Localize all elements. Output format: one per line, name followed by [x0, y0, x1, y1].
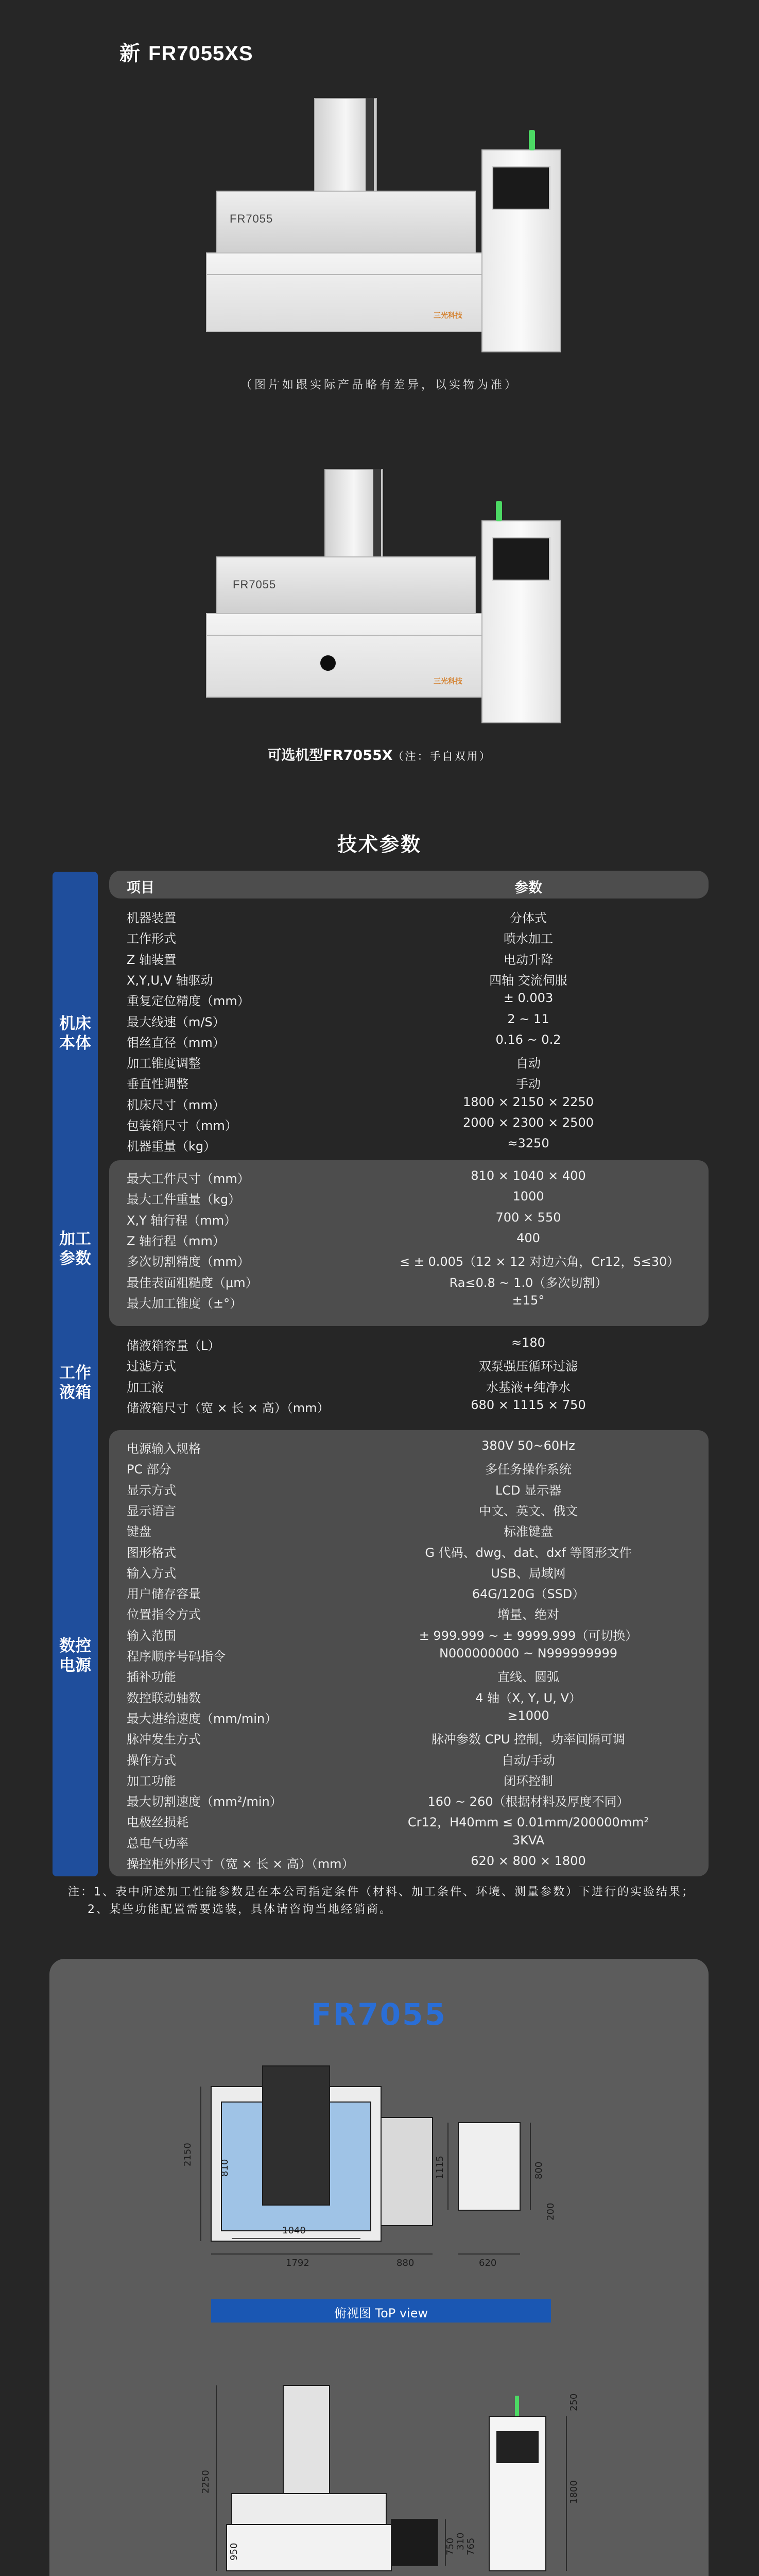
dim-top-inner: 810: [219, 2159, 230, 2177]
spec-row-key: 用户储存容量: [127, 1587, 201, 1601]
spec-row-key: 输入方式: [127, 1566, 176, 1581]
spec-row-key: 加工功能: [127, 1774, 176, 1788]
spec-row: [127, 1189, 703, 1206]
spec-row-key: 操控柜外形尺寸（宽 × 长 × 高）（mm）: [127, 1857, 354, 1871]
note-line-1: 注：1、表中所述加工性能参数是在本公司指定条件（材料、加工条件、环境、测量参数）下进行的实验结果；: [68, 1886, 695, 1899]
spec-row-key: 最大线速（m/S）: [127, 1015, 225, 1029]
spec-row: [127, 928, 703, 945]
spec-row: [127, 1293, 703, 1310]
cabinet-indicator-icon: [496, 501, 502, 521]
z-axis-shadow: [373, 469, 381, 556]
spec-row-value: Cr12，H40mm ≤ 0.01mm/200000mm²: [407, 1815, 649, 1829]
spec-row-value: 680 × 1115 × 750: [471, 1398, 586, 1412]
spec-row-key: 键盘: [127, 1524, 151, 1539]
vendor-logo: 三光科技: [434, 677, 462, 686]
spec-row-value: 160 ~ 260（根据材料及厚度不同）: [427, 1794, 629, 1809]
dim-top-w1: 1792: [286, 2258, 309, 2268]
z-axis-shadow: [366, 98, 374, 191]
front-indicator-icon: [515, 2396, 519, 2416]
spec-row-value: 喷水加工: [504, 931, 553, 946]
category-processing: [53, 1229, 98, 1268]
spec-row-key: 最大工件重量（kg）: [127, 1192, 241, 1207]
spec-row-value: 多任务操作系统: [485, 1462, 572, 1477]
dim-front-cab-top: 250: [568, 2393, 579, 2411]
spec-row-value: 64G/120G（SSD）: [472, 1587, 585, 1601]
spec-row-key: 钼丝直径（mm）: [127, 1036, 225, 1050]
spec-row-value: 分体式: [510, 911, 547, 925]
machine-brand-label: FR7055: [230, 212, 273, 225]
spec-row-key: Z 轴行程（mm）: [127, 1234, 225, 1248]
spec-row: [127, 1667, 703, 1683]
spec-row: [127, 1032, 703, 1049]
spec-row-value: ≥1000: [507, 1708, 549, 1723]
optional-model-note: （注：手自双用）: [392, 750, 492, 762]
cabinet-screen-icon: [492, 537, 550, 581]
dimension-title: FR7055: [311, 1997, 447, 2032]
category-machine-body: [53, 1014, 98, 1053]
spec-row: [127, 1625, 703, 1642]
category-label-line: 机床: [59, 1014, 91, 1033]
spec-row-value: 水基液+纯净水: [486, 1380, 571, 1395]
spec-row: [127, 1012, 703, 1028]
spec-row: [127, 1356, 703, 1372]
spec-row-value: ≈3250: [507, 1136, 549, 1150]
spec-row: [127, 1115, 703, 1132]
spec-row-key: 多次切割精度（mm）: [127, 1255, 250, 1269]
spec-row: [127, 1480, 703, 1497]
spec-row: [127, 1791, 703, 1808]
top-view-drawing: [170, 2056, 597, 2282]
spec-row-value: 3KVA: [512, 1833, 545, 1848]
spec-row-value: 1800 × 2150 × 2250: [463, 1095, 594, 1109]
spec-row-value: 620 × 800 × 1800: [471, 1854, 586, 1868]
dim-top-cab: 800: [533, 2161, 544, 2179]
spec-row-value: ± 999.999 ~ ± 9999.999（可切换）: [419, 1629, 638, 1643]
spec-row-key: 插补功能: [127, 1670, 176, 1684]
spec-row-value: 380V 50~60Hz: [481, 1438, 575, 1453]
spec-row: [127, 1231, 703, 1247]
spec-row: [127, 1053, 703, 1070]
spec-row-value: 700 × 550: [495, 1210, 561, 1225]
spec-row-value: ± 0.003: [503, 991, 554, 1005]
spec-row-key: 显示语言: [127, 1504, 176, 1518]
top-fluid-tank: [381, 2117, 433, 2226]
hero-title: [119, 37, 253, 66]
spec-row-key: 电极丝损耗: [127, 1815, 188, 1829]
spec-row-value: 四轴 交流伺服: [489, 973, 567, 988]
category-label-line: 数控: [59, 1637, 91, 1655]
spec-row-value: 脉冲参数 CPU 控制，功率间隔可调: [431, 1732, 626, 1747]
spec-notes: [68, 1884, 695, 1919]
spec-row-value: 自动: [516, 1056, 541, 1071]
dim-front-tank-h: 750: [445, 2537, 456, 2555]
top-control-cabinet: [458, 2123, 520, 2210]
spec-row: [127, 1377, 703, 1394]
top-z-column: [263, 2066, 330, 2205]
category-label-line: 本体: [59, 1034, 91, 1053]
spec-row: [127, 991, 703, 1007]
spec-row-value: ≤ ± 0.005（12 × 12 对边六角，Cr12，S≤30）: [400, 1255, 680, 1269]
front-z-column: [283, 2385, 330, 2494]
spec-row: [127, 1501, 703, 1517]
spec-row-key: 最佳表面粗糙度（μm）: [127, 1276, 258, 1290]
spec-row-key: 机器装置: [127, 911, 176, 925]
front-fluid-tank: [391, 2519, 438, 2566]
machine-image-fr7055x: [196, 464, 566, 732]
dim-front-base: 950: [229, 2543, 239, 2561]
spec-row-key: 图形格式: [127, 1546, 176, 1560]
spec-row-key: X,Y 轴行程（mm）: [127, 1213, 237, 1228]
spec-row-key: PC 部分: [127, 1462, 171, 1477]
spec-row-value: 2000 × 2300 × 2500: [463, 1115, 594, 1130]
spec-row: [127, 1833, 703, 1850]
category-label-line: 电源: [59, 1656, 91, 1675]
spec-row: [127, 1771, 703, 1787]
spec-title: 技术参数: [337, 833, 422, 856]
dim-top-w2: 880: [396, 2258, 415, 2268]
spec-row-value: 4 轴（X, Y, U, V）: [475, 1691, 581, 1705]
spec-row: [127, 1459, 703, 1476]
category-label-line: 加工: [59, 1230, 91, 1248]
spec-row-key: 重复定位精度（mm）: [127, 994, 250, 1008]
cabinet-indicator-icon: [529, 130, 535, 150]
spec-row: [127, 970, 703, 987]
spec-row-value: 自动/手动: [501, 1753, 556, 1768]
spec-row: [127, 1812, 703, 1828]
spec-row-key: 机器重量（kg）: [127, 1139, 216, 1154]
spec-row: [127, 1750, 703, 1767]
category-label-line: 工作: [59, 1364, 91, 1382]
category-cnc-power: [53, 1636, 98, 1675]
vendor-logo: 三光科技: [434, 312, 462, 320]
spec-row-value: 2 ~ 11: [507, 1012, 549, 1026]
spec-row-value: N000000000 ~ N999999999: [439, 1646, 618, 1660]
header-param: 参数: [514, 880, 542, 896]
optional-model-title: 可选机型FR7055X: [267, 748, 393, 764]
spec-row-value: 增量、绝对: [497, 1607, 559, 1622]
spec-row-key: 最大加工锥度（±°）: [127, 1296, 243, 1311]
spec-row: [127, 1095, 703, 1111]
spec-row-value: LCD 显示器: [495, 1483, 562, 1498]
spec-row: [127, 1335, 703, 1352]
spec-row-key: 储液箱尺寸（宽 × 长 × 高）（mm）: [127, 1401, 330, 1415]
spec-row-value: G 代码、dwg、dat、dxf 等图形文件: [425, 1546, 632, 1560]
spec-row: [127, 1708, 703, 1725]
spec-row-key: 总电气功率: [127, 1836, 188, 1851]
hero-title-prefix: 新: [119, 42, 141, 65]
spec-row: [127, 1438, 703, 1455]
spec-row-key: 过滤方式: [127, 1359, 176, 1374]
base-stripe: [207, 635, 485, 636]
machine-image-fr7055xs: [196, 93, 566, 361]
note-line-2: 2、某些功能配置需要选装，具体请咨询当地经销商。: [88, 1903, 392, 1916]
dim-front-tank-h3: 765: [465, 2537, 476, 2555]
category-fluid-tank: [53, 1363, 98, 1402]
front-cabinet-screen-icon: [497, 2432, 538, 2463]
dim-top-table: 1040: [282, 2225, 306, 2236]
spec-row-key: 最大切割速度（mm²/min）: [127, 1794, 282, 1809]
spec-row-value: 400: [516, 1231, 540, 1245]
spec-row-key: 显示方式: [127, 1483, 176, 1498]
spec-row: [127, 1398, 703, 1414]
spec-row-key: 垂直性调整: [127, 1077, 188, 1091]
category-label-line: 液箱: [59, 1383, 91, 1402]
spec-row: [127, 1251, 703, 1268]
spec-row-key: 操作方式: [127, 1753, 176, 1768]
front-upper-housing: [232, 2494, 386, 2524]
spec-row: [127, 1563, 703, 1580]
spec-row-key: X,Y,U,V 轴驱动: [127, 973, 213, 988]
control-cabinet: [481, 149, 561, 352]
dim-top-depth: 2150: [182, 2143, 193, 2166]
optional-model-caption: [0, 744, 759, 764]
spec-row: [127, 1210, 703, 1227]
spec-row-key: 电源输入规格: [127, 1442, 201, 1456]
top-view-label: 俯视图 ToP view: [334, 2306, 428, 2320]
cabinet-screen-icon: [492, 166, 550, 210]
dim-front-tank-h2: 310: [455, 2532, 466, 2550]
spec-row-value: 直线、圆弧: [497, 1670, 559, 1684]
spec-row: [127, 1136, 703, 1153]
spec-row: [127, 950, 703, 966]
spec-row-key: 机床尺寸（mm）: [127, 1098, 225, 1112]
spec-row-value: ±15°: [512, 1293, 545, 1308]
hero-title-model: FR7055XS: [148, 42, 253, 65]
header-item: 项目: [127, 880, 154, 896]
spec-row-value: Ra≤0.8 ~ 1.0（多次切割）: [449, 1276, 608, 1290]
spec-row: [127, 1688, 703, 1704]
dim-front-cab-h: 1800: [568, 2480, 579, 2504]
base-stripe: [207, 274, 485, 275]
spec-row-value: 0.16 ~ 0.2: [495, 1032, 561, 1047]
spec-row: [127, 1074, 703, 1090]
spec-row-key: 位置指令方式: [127, 1607, 201, 1622]
spec-row-key: 加工锥度调整: [127, 1056, 201, 1071]
spec-row: [127, 908, 703, 924]
machine-upper-housing: [216, 191, 476, 255]
dim-top-tank: 1115: [435, 2156, 445, 2179]
spec-table-header: [109, 871, 709, 899]
spec-row-value: ≈180: [511, 1335, 545, 1350]
machine-lower-base: [206, 252, 486, 332]
spec-row-key: Z 轴装置: [127, 953, 177, 967]
machine-upper-housing: [216, 556, 476, 615]
front-view-drawing: [185, 2375, 592, 2576]
dim-top-cab2: 200: [545, 2202, 556, 2221]
spec-row: [127, 1854, 703, 1870]
base-control-knob-icon: [320, 655, 336, 671]
spec-row-value: 闭环控制: [504, 1774, 553, 1788]
spec-row: [127, 1521, 703, 1538]
spec-row-key: 包装箱尺寸（mm）: [127, 1118, 237, 1133]
spec-row-key: 最大进给速度（mm/min）: [127, 1711, 278, 1726]
spec-row-value: 中文、英文、俄文: [479, 1504, 578, 1518]
front-lower-base: [227, 2524, 391, 2571]
spec-row-value: 双泵强压循环过滤: [479, 1359, 578, 1374]
spec-row-key: 工作形式: [127, 931, 176, 946]
spec-row: [127, 1543, 703, 1559]
spec-row-value: 手动: [516, 1077, 541, 1091]
top-view-label-bar: [211, 2299, 551, 2323]
control-cabinet: [481, 520, 561, 723]
spec-row: [127, 1729, 703, 1745]
machine-lower-base: [206, 613, 486, 698]
spec-row-key: 储液箱容量（L）: [127, 1338, 220, 1353]
machine-brand-label: FR7055: [233, 578, 277, 591]
spec-row: [127, 1168, 703, 1185]
spec-row-key: 输入范围: [127, 1629, 176, 1643]
dim-top-w3: 620: [479, 2258, 497, 2268]
spec-row-value: 1000: [512, 1189, 544, 1204]
spec-row-key: 最大工件尺寸（mm）: [127, 1172, 250, 1186]
category-label-line: 参数: [59, 1249, 91, 1268]
spec-row-key: 脉冲发生方式: [127, 1732, 201, 1747]
spec-row: [127, 1584, 703, 1600]
dim-front-height: 2250: [200, 2470, 211, 2494]
spec-row-value: 电动升降: [504, 953, 553, 967]
spec-row: [127, 1273, 703, 1289]
spec-row: [127, 1646, 703, 1663]
spec-row-value: 标准键盘: [504, 1524, 553, 1539]
spec-row-value: 810 × 1040 × 400: [471, 1168, 586, 1183]
image-disclaimer: （图片如跟实际产品略有差异，以实物为准）: [240, 379, 519, 392]
spec-row-key: 数控联动轴数: [127, 1691, 201, 1705]
spec-row: [127, 1604, 703, 1621]
spec-row-key: 加工液: [127, 1380, 164, 1395]
spec-row-value: USB、局域网: [491, 1566, 566, 1581]
spec-row-key: 程序顺序号码指令: [127, 1649, 226, 1664]
